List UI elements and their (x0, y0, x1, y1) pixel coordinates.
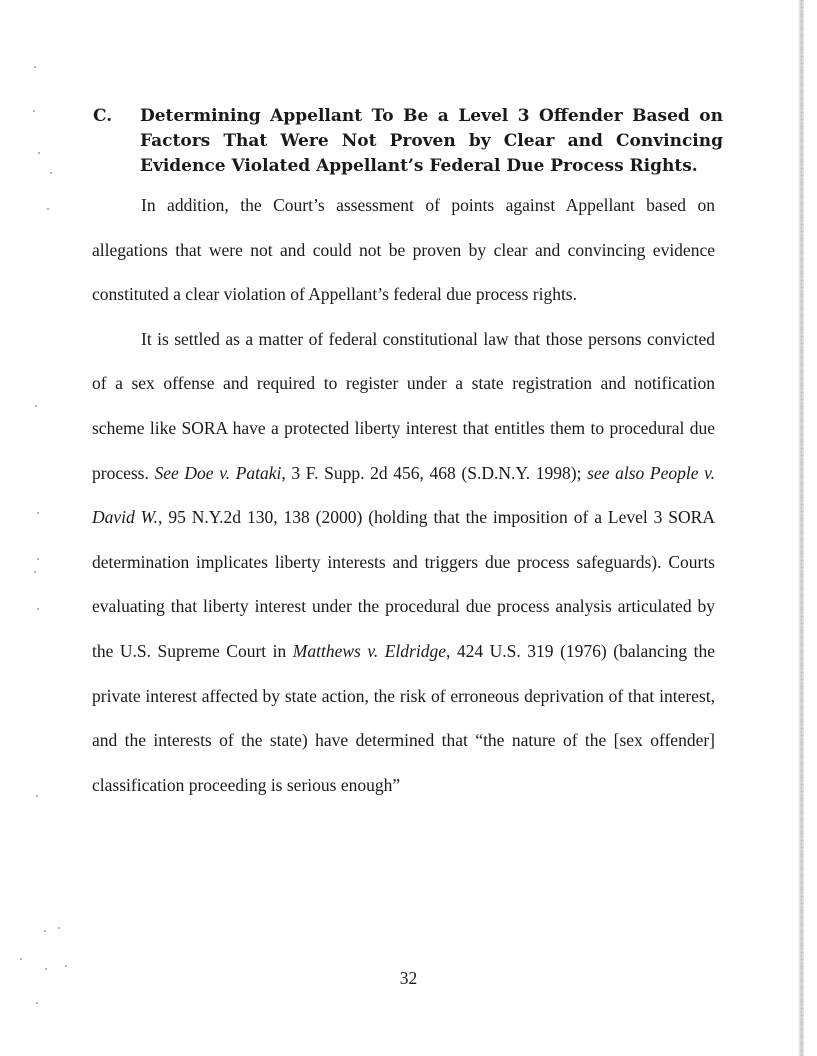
paragraph-2 (92, 317, 715, 808)
citation-matthews-v-eldridge: Matthews v. Eldridge (292, 640, 446, 661)
scan-speck (50, 172, 52, 174)
scan-speck (36, 1002, 38, 1004)
scan-speck (44, 930, 46, 932)
scan-speck (36, 795, 38, 797)
scan-edge-marks (801, 0, 804, 1056)
citation-doe-v-pataki: See Doe v. Pataki (154, 462, 282, 483)
body-text (92, 183, 715, 807)
scan-speck (37, 558, 39, 560)
scan-speck (47, 208, 49, 210)
scan-speck (65, 965, 67, 967)
scan-speck (20, 958, 22, 960)
section-heading (93, 104, 723, 179)
scan-speck (35, 405, 37, 407)
section-letter: C. (93, 106, 113, 126)
citation-people-v-david-w: see also People v. David W. (92, 462, 715, 528)
scan-speck (37, 512, 39, 514)
paragraph-2-text-a: It is settled as a matter of federal constitutional law that those persons convicted of a sex offense and required to register under a state registration and notification scheme like SORA have a protected liberty interest that entitles them to procedural due process. (92, 328, 715, 483)
paragraph-2-text-b: , 3 F. Supp. 2d 456, 468 (S.D.N.Y. 1998); (281, 462, 588, 483)
scan-speck (34, 66, 36, 68)
section-title: Determining Appellant To Be a Level 3 Offender Based on Factors That Were Not Proven by Clear and Convincing Evidence Violated Appellant’s Federal Due Process Rights. (140, 106, 723, 176)
paragraph-2-text-d: , 424 U.S. 319 (1976) (balancing the private interest affected by state action, the risk of erroneous deprivation of that interest, and the interests of the state) have determined that “the nature of the [sex offender] classification proceeding is serious enough” (92, 640, 715, 795)
page-number: 32 (399, 968, 418, 988)
paragraph-2-text-c: , 95 N.Y.2d 130, 138 (2000) (holding that the imposition of a Level 3 SORA determination implicates liberty interests and triggers due process safeguards). Courts evaluating that liberty interest under the procedural due process analysis articulated by the U.S. Supreme Court in (92, 507, 715, 661)
scan-speck (58, 927, 60, 929)
scan-speck (34, 571, 36, 573)
scan-speck (38, 152, 40, 154)
scan-speck (33, 110, 35, 112)
paragraph-1: In addition, the Court’s assessment of points against Appellant based on allegations that were not and could not be proven by clear and convincing evidence constituted a clear violation of Appellant’s federal due process rights. (92, 195, 715, 305)
scan-speck (37, 608, 39, 610)
